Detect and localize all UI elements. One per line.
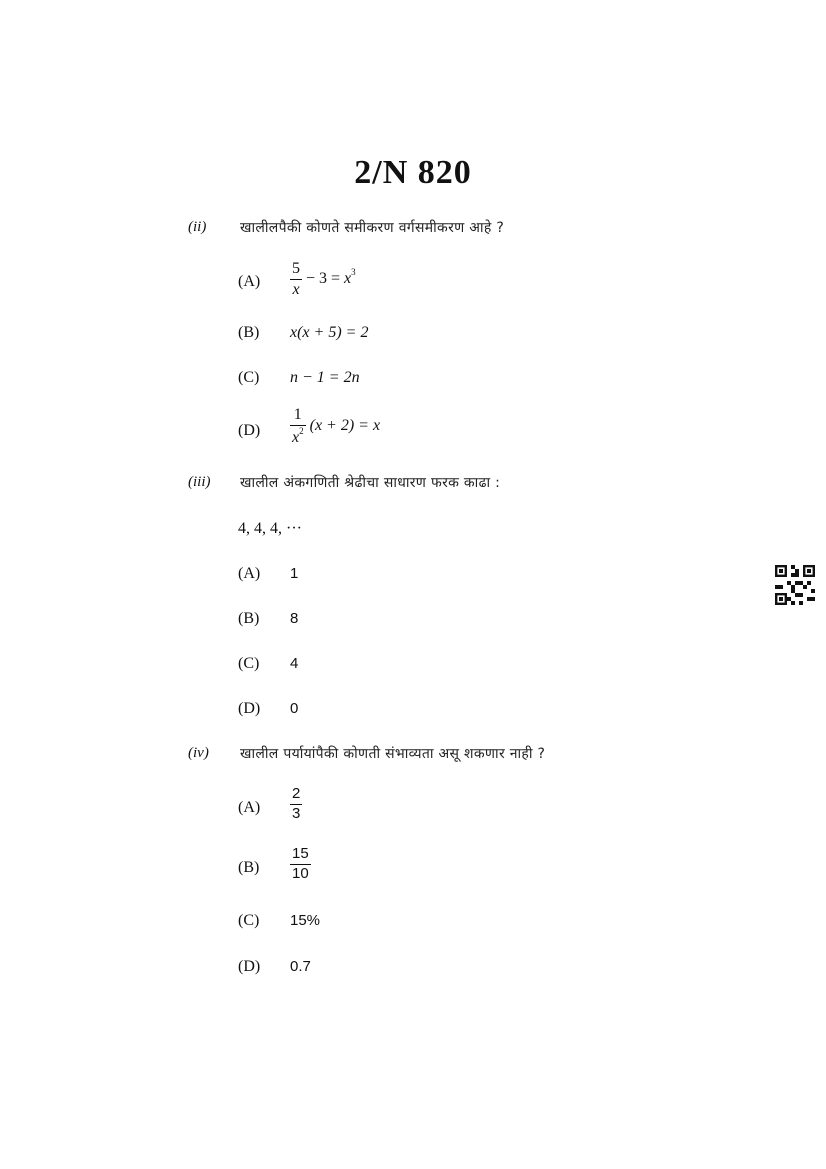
option-value-d: $\frac{1}{x^2}$ (x + 2) = x xyxy=(292,406,381,446)
option-label-c: (C) xyxy=(238,912,260,929)
sequence: 4, 4, 4, ··· xyxy=(238,520,302,537)
fraction: $\frac{15}{10}$ xyxy=(292,845,309,882)
option-value-b: x(x + 5) = 2 xyxy=(290,324,369,341)
qr-code-icon xyxy=(775,565,815,605)
option-value-a: $\frac{5}{x}$ − $3 = x^3$ xyxy=(292,260,356,298)
question-number-ii: (ii) xyxy=(188,219,207,235)
fraction: $\frac{1}{x^2}$ xyxy=(292,406,304,446)
option-label-c: (C) xyxy=(238,655,260,672)
option-value-b xyxy=(290,846,311,882)
question-text-ii: खालीलपैकी कोणते समीकरण वर्गसमीकरण आहे ? xyxy=(240,220,505,236)
option-label-d: (D) xyxy=(238,422,261,439)
fraction: $\frac{5}{x}$ xyxy=(292,260,300,298)
option-value-a: 1 xyxy=(290,565,299,582)
option-value-a xyxy=(290,786,302,822)
option-label-a: (A) xyxy=(238,799,261,816)
option-label-b: (B) xyxy=(238,610,260,627)
option-value-c: 4 xyxy=(290,655,299,672)
question-text-iv: खालील पर्यायांपैकी कोणती संभाव्यता असू शकणार नाही ? xyxy=(240,746,546,762)
option-value-c: 15% xyxy=(290,912,321,929)
option-value-d: 0 xyxy=(290,700,299,717)
option-label-a: (A) xyxy=(238,565,261,582)
option-label-d: (D) xyxy=(238,958,261,975)
question-number-iv: (iv) xyxy=(188,745,209,761)
option-label-b: (B) xyxy=(238,859,260,876)
option-label-c: (C) xyxy=(238,369,260,386)
option-value-c: n − 1 = 2n xyxy=(290,369,360,386)
page-title: 2/N 820 xyxy=(354,154,472,191)
option-value-b: 8 xyxy=(290,610,299,627)
fraction: $\frac{2}{3}$ xyxy=(292,785,301,822)
question-text-iii: खालील अंकगणिती श्रेढीचा साधारण फरक काढा : xyxy=(240,475,501,491)
option-value-d: 0.7 xyxy=(290,958,311,975)
option-label-d: (D) xyxy=(238,700,261,717)
option-label-b: (B) xyxy=(238,324,260,341)
option-label-a: (A) xyxy=(238,273,261,290)
question-number-iii: (iii) xyxy=(188,474,211,490)
